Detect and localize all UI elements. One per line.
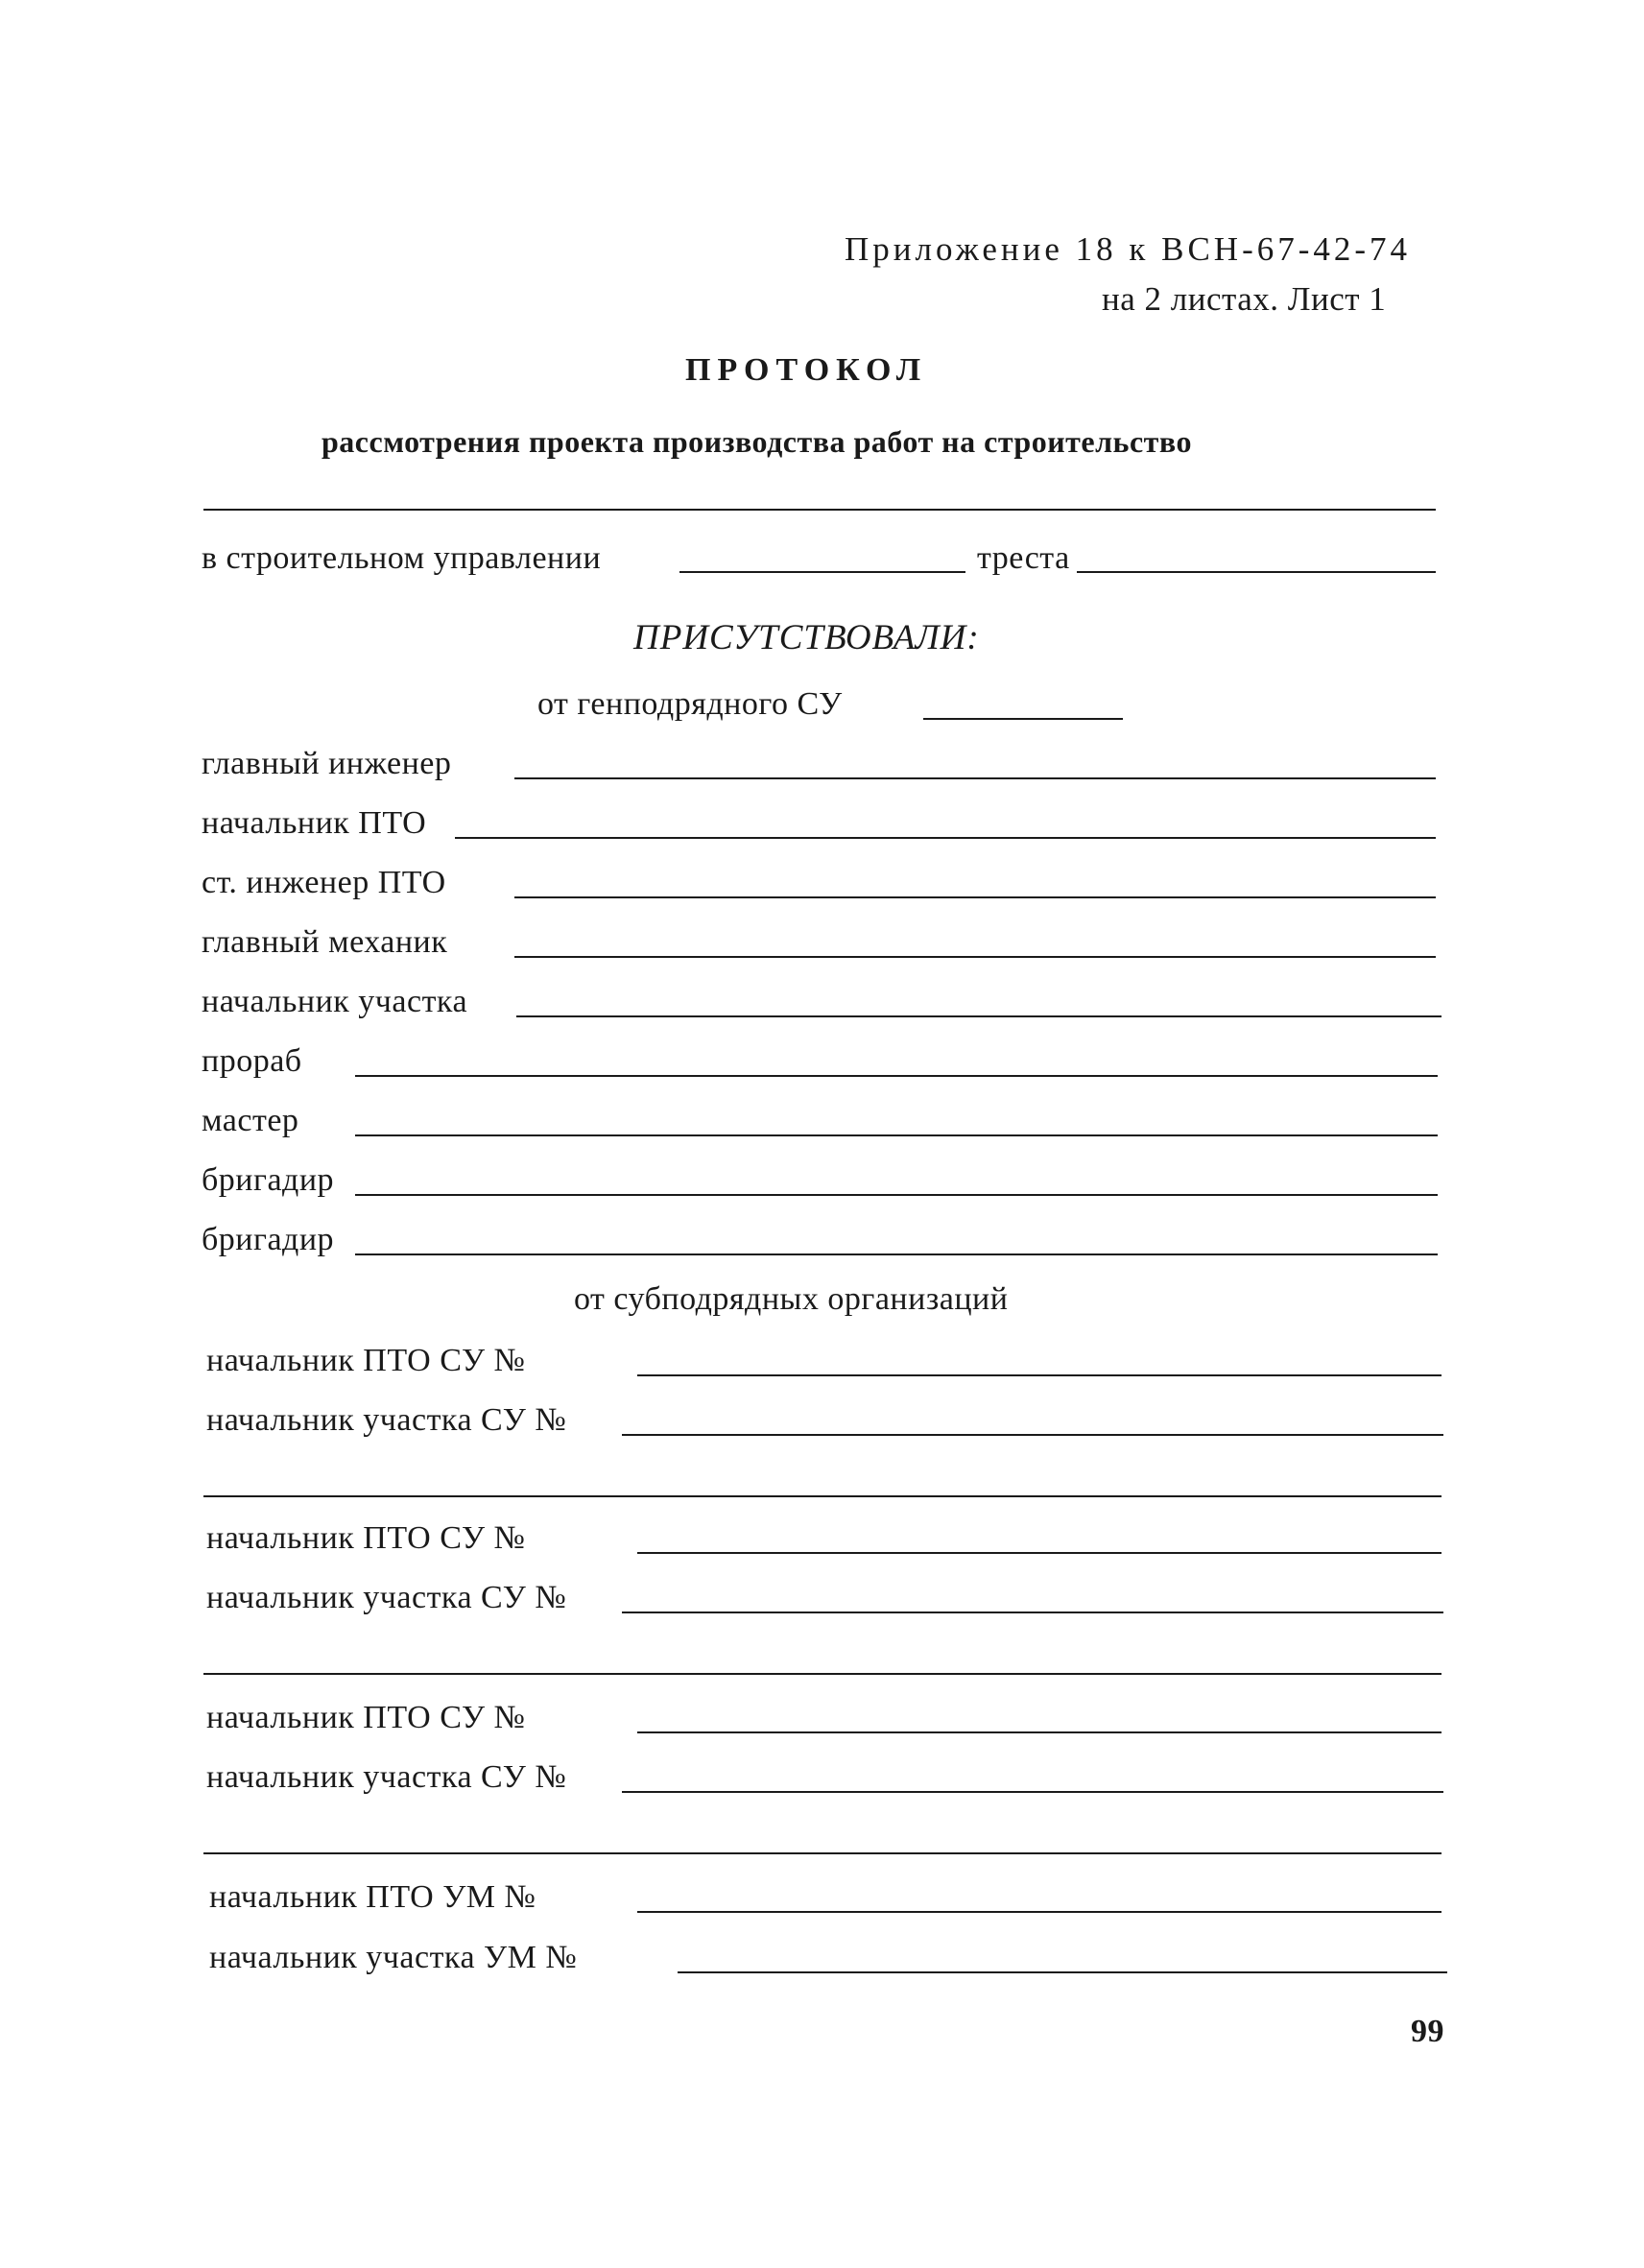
appendix-reference: Приложение 18 к ВСН-67-42-74 [845,230,1412,268]
chief-engineer-field[interactable] [514,777,1436,779]
su-name-field[interactable] [679,571,965,573]
um-site-label: начальник участка УМ № [209,1940,578,1975]
brigadier-2-field[interactable] [355,1253,1438,1255]
subcontractors-heading: от субподрядных организаций [574,1281,1009,1317]
general-contractor-field[interactable] [923,718,1123,720]
foreman-field[interactable] [355,1075,1438,1077]
sheet-info: на 2 листах. Лист 1 [1102,280,1387,318]
sub-pto-label: начальник ПТО СУ № [206,1343,526,1378]
field-label-brigadier-2: бригадир [202,1222,335,1257]
sub-pto-field[interactable] [637,1374,1441,1376]
site-manager-field[interactable] [516,1015,1441,1017]
sub-pto-field[interactable] [637,1731,1441,1733]
sub-site-field[interactable] [622,1434,1443,1436]
object-name-field[interactable] [203,509,1436,511]
field-label-brigadier-1: бригадир [202,1162,335,1198]
sub-pto-field[interactable] [637,1552,1441,1554]
sub-pto-label: начальник ПТО СУ № [206,1520,526,1556]
sub-site-field[interactable] [622,1791,1443,1793]
general-contractor-heading: от генподрядного СУ [537,686,843,722]
field-label-chief-engineer: главный инженер [202,746,452,781]
trust-name-field[interactable] [1077,571,1436,573]
chief-mechanic-field[interactable] [514,956,1436,958]
attended-heading: ПРИСУТСТВОВАЛИ: [633,618,980,657]
document-title: ПРОТОКОЛ [685,352,928,388]
um-site-field[interactable] [678,1971,1447,1973]
field-label-foreman: прораб [202,1043,302,1079]
sub-site-label: начальник участка СУ № [206,1402,567,1438]
sub-org-name-field[interactable] [203,1673,1441,1675]
sub-site-label: начальник участка СУ № [206,1759,567,1795]
um-pto-field[interactable] [637,1911,1441,1913]
sub-org-name-field[interactable] [203,1495,1441,1497]
trust-label: треста [977,540,1070,576]
brigadier-1-field[interactable] [355,1194,1438,1196]
field-label-chief-mechanic: главный механик [202,924,448,960]
page-number: 99 [1411,2014,1444,2049]
senior-engineer-pto-field[interactable] [514,896,1436,898]
um-pto-label: начальник ПТО УМ № [209,1879,536,1915]
document-subtitle: рассмотрения проекта производства работ на строительство [322,424,1192,459]
field-label-head-pto: начальник ПТО [202,805,427,841]
su-label: в строительном управлении [202,540,602,576]
sub-site-field[interactable] [622,1611,1443,1613]
master-field[interactable] [355,1134,1438,1136]
sub-site-label: начальник участка СУ № [206,1580,567,1615]
field-label-master: мастер [202,1103,299,1138]
field-label-site-manager: начальник участка [202,984,468,1019]
field-label-senior-engineer-pto: ст. инженер ПТО [202,865,446,900]
sub-org-name-field[interactable] [203,1852,1441,1854]
head-pto-field[interactable] [455,837,1436,839]
sub-pto-label: начальник ПТО СУ № [206,1700,526,1735]
